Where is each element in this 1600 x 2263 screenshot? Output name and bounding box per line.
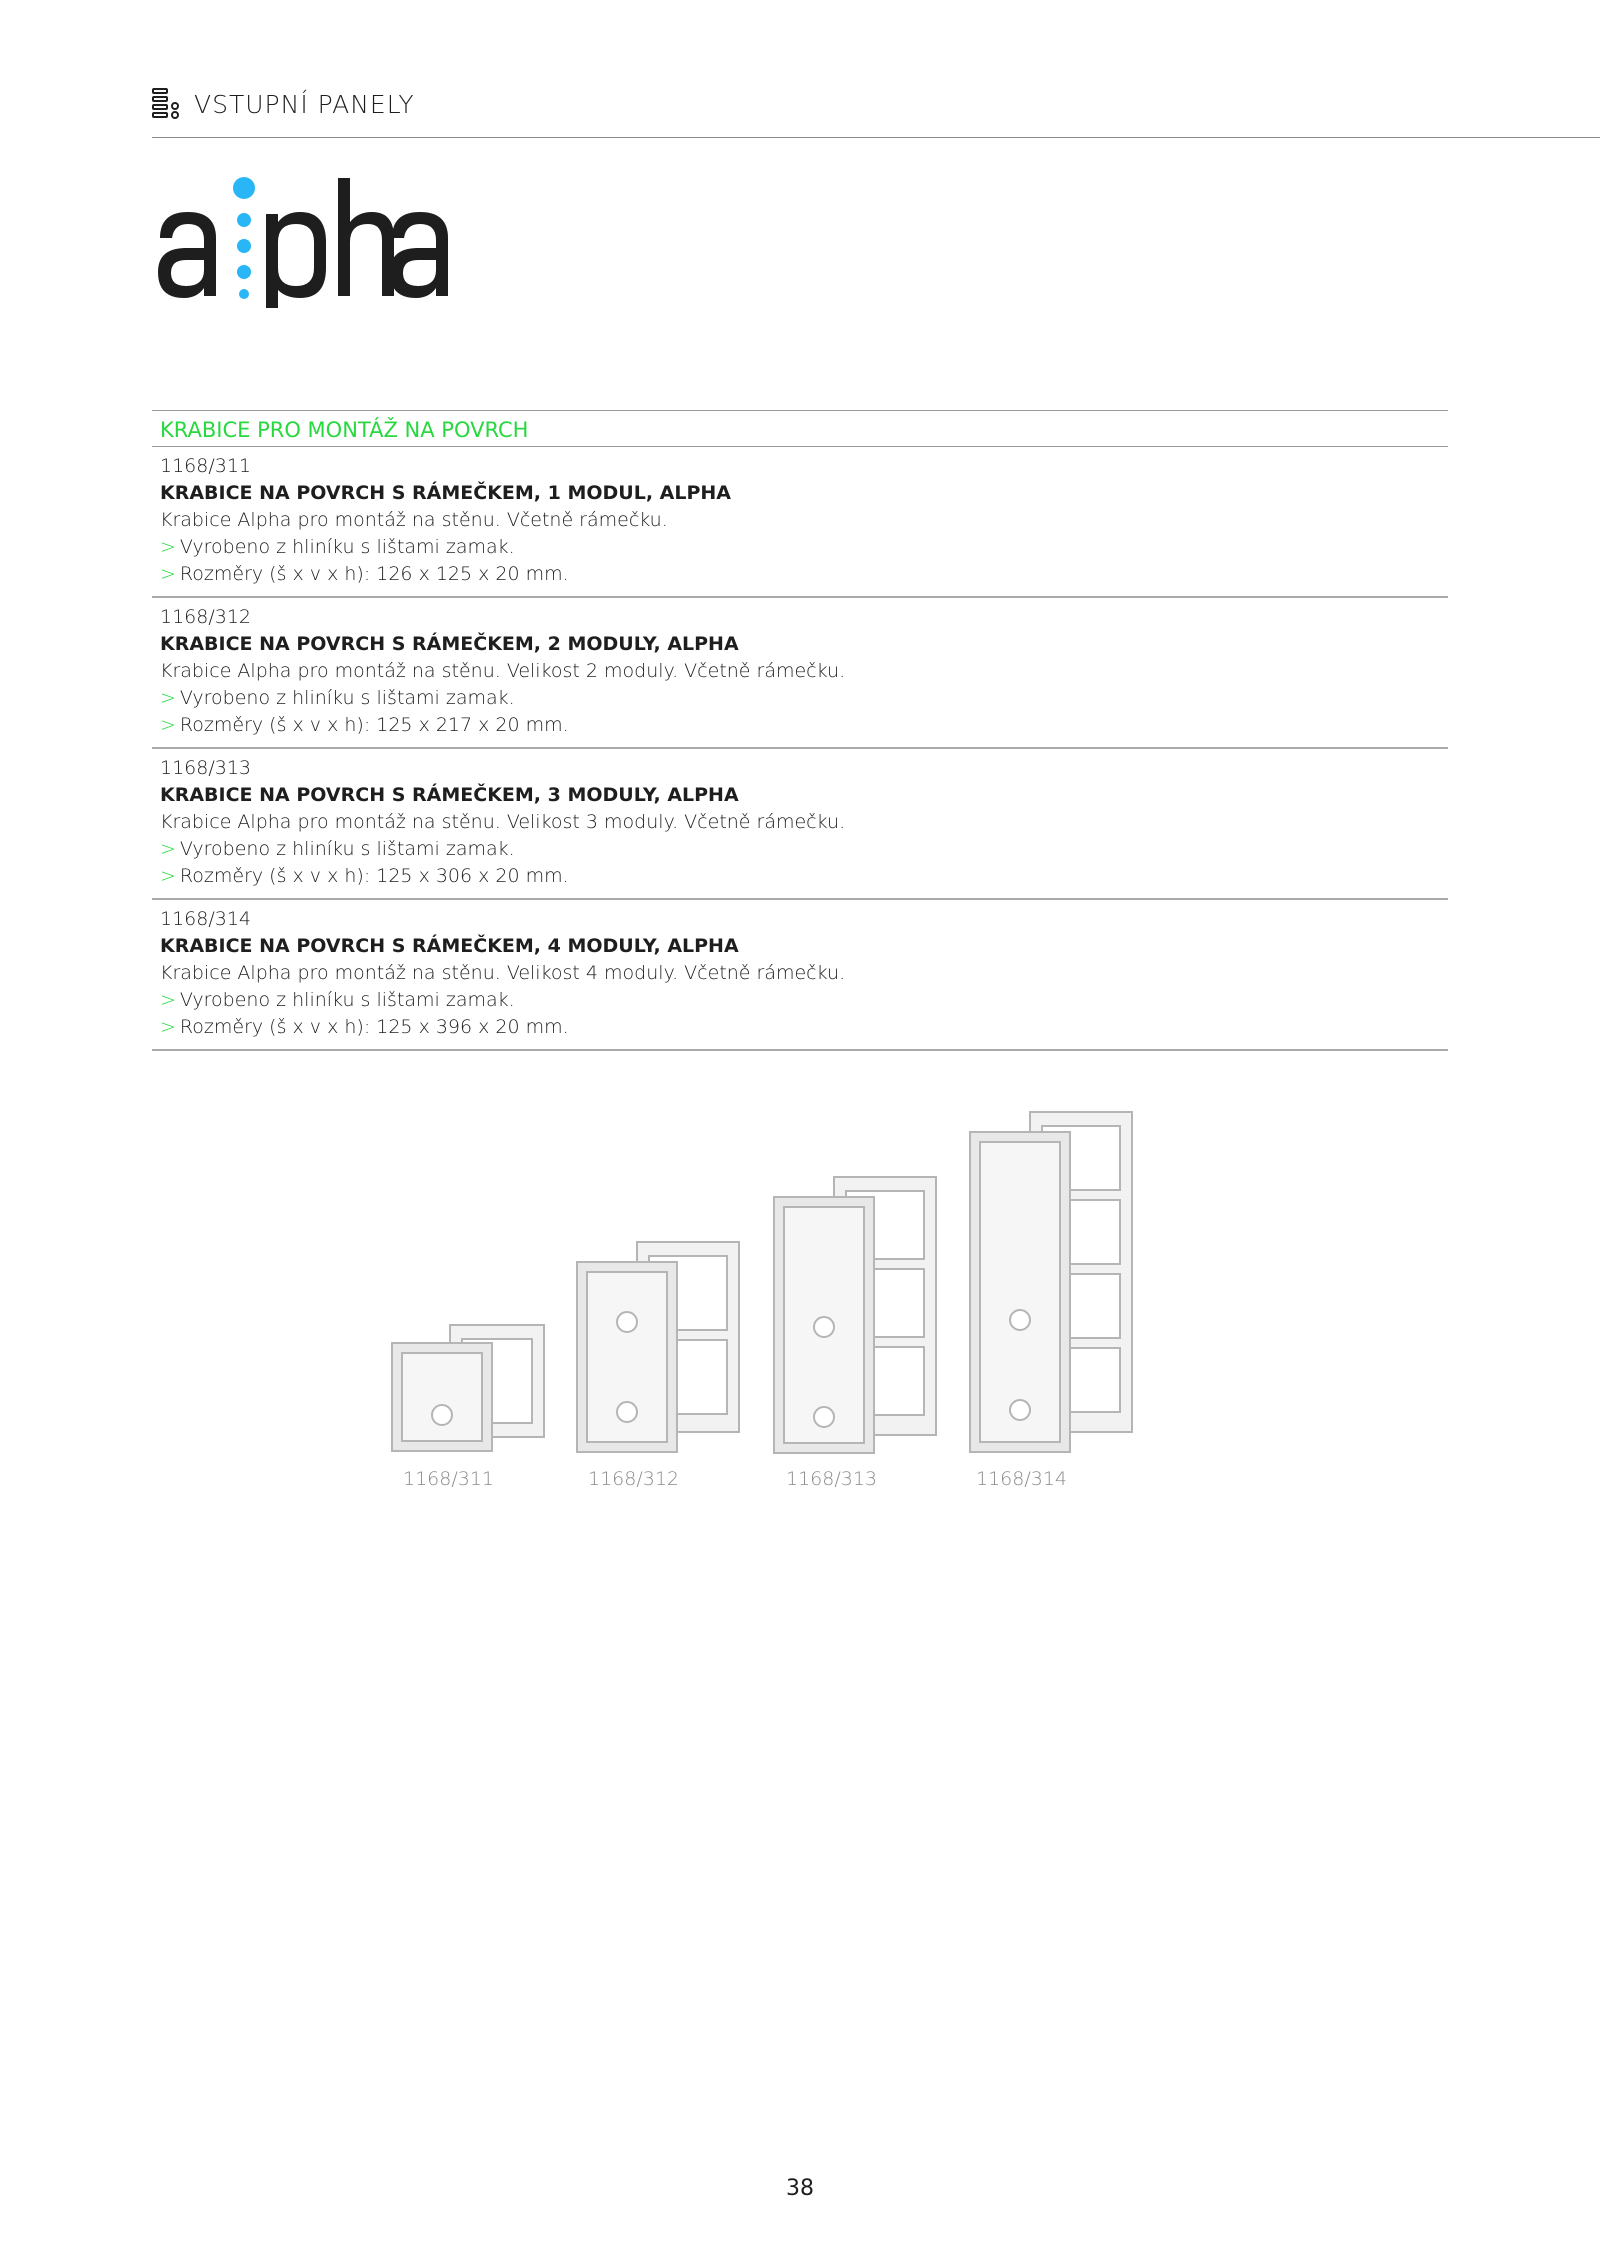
product-code: 1168/313 xyxy=(160,757,252,779)
product-description: Krabice Alpha pro montáž na stěnu. Velikost 3 moduly. Včetně rámečku. xyxy=(160,811,846,833)
chevron-right-icon: > xyxy=(160,536,176,558)
product-bullet xyxy=(160,987,1440,1014)
product-bullet xyxy=(160,561,1440,588)
intercom-panel-icon xyxy=(152,87,182,121)
product-image-1168-312 xyxy=(575,1240,745,1455)
page-header xyxy=(152,84,415,124)
product-description: Krabice Alpha pro montáž na stěnu. Velikost 4 moduly. Včetně rámečku. xyxy=(160,962,846,984)
page-number: 38 xyxy=(786,2176,814,2201)
product-image-1168-314 xyxy=(968,1110,1138,1455)
product-row xyxy=(152,749,1448,898)
product-image-1168-313 xyxy=(772,1175,942,1455)
product-code: 1168/311 xyxy=(160,455,252,477)
product-description: Krabice Alpha pro montáž na stěnu. Velikost 2 moduly. Včetně rámečku. xyxy=(160,660,846,682)
alpha-logo xyxy=(152,168,452,308)
product-code: 1168/312 xyxy=(160,606,252,628)
bullet-text: Rozměry (š x v x h): 125 x 396 x 20 mm. xyxy=(179,1016,569,1038)
page-category-title: VSTUPNÍ PANELY xyxy=(194,89,415,119)
product-row xyxy=(152,598,1448,747)
product-bullet xyxy=(160,534,1440,561)
product-images xyxy=(380,1105,1140,1505)
bullet-text: Vyrobeno z hliníku s lištami zamak. xyxy=(179,687,515,709)
bullet-text: Rozměry (š x v x h): 125 x 306 x 20 mm. xyxy=(179,865,569,887)
row-divider xyxy=(152,1049,1448,1051)
product-bullet xyxy=(160,712,1440,739)
image-label: 1168/311 xyxy=(403,1468,495,1490)
product-code: 1168/314 xyxy=(160,908,252,930)
image-label: 1168/314 xyxy=(976,1468,1068,1490)
chevron-right-icon: > xyxy=(160,865,176,887)
product-row xyxy=(152,447,1448,596)
product-table xyxy=(152,410,1448,1051)
bullet-text: Rozměry (š x v x h): 126 x 125 x 20 mm. xyxy=(179,563,569,585)
product-name: KRABICE NA POVRCH S RÁMEČKEM, 3 MODULY, ALPHA xyxy=(160,784,739,806)
product-name: KRABICE NA POVRCH S RÁMEČKEM, 4 MODULY, ALPHA xyxy=(160,935,739,957)
chevron-right-icon: > xyxy=(160,687,176,709)
image-label: 1168/313 xyxy=(786,1468,878,1490)
bullet-text: Vyrobeno z hliníku s lištami zamak. xyxy=(179,838,515,860)
product-description: Krabice Alpha pro montáž na stěnu. Včetně rámečku. xyxy=(160,509,668,531)
chevron-right-icon: > xyxy=(160,838,176,860)
product-name: KRABICE NA POVRCH S RÁMEČKEM, 2 MODULY, ALPHA xyxy=(160,633,739,655)
section-title: KRABICE PRO MONTÁŽ NA POVRCH xyxy=(160,418,529,442)
product-name: KRABICE NA POVRCH S RÁMEČKEM, 1 MODUL, ALPHA xyxy=(160,482,732,504)
bullet-text: Vyrobeno z hliníku s lištami zamak. xyxy=(179,536,515,558)
product-bullet xyxy=(160,863,1440,890)
image-label: 1168/312 xyxy=(588,1468,680,1490)
chevron-right-icon: > xyxy=(160,714,176,736)
product-row xyxy=(152,900,1448,1049)
product-bullet xyxy=(160,1014,1440,1041)
bullet-text: Rozměry (š x v x h): 125 x 217 x 20 mm. xyxy=(179,714,569,736)
product-image-1168-311 xyxy=(390,1315,550,1455)
chevron-right-icon: > xyxy=(160,1016,176,1038)
chevron-right-icon: > xyxy=(160,989,176,1011)
bullet-text: Vyrobeno z hliníku s lištami zamak. xyxy=(179,989,515,1011)
header-divider xyxy=(152,137,1600,138)
chevron-right-icon: > xyxy=(160,563,176,585)
product-bullet xyxy=(160,685,1440,712)
product-bullet xyxy=(160,836,1440,863)
